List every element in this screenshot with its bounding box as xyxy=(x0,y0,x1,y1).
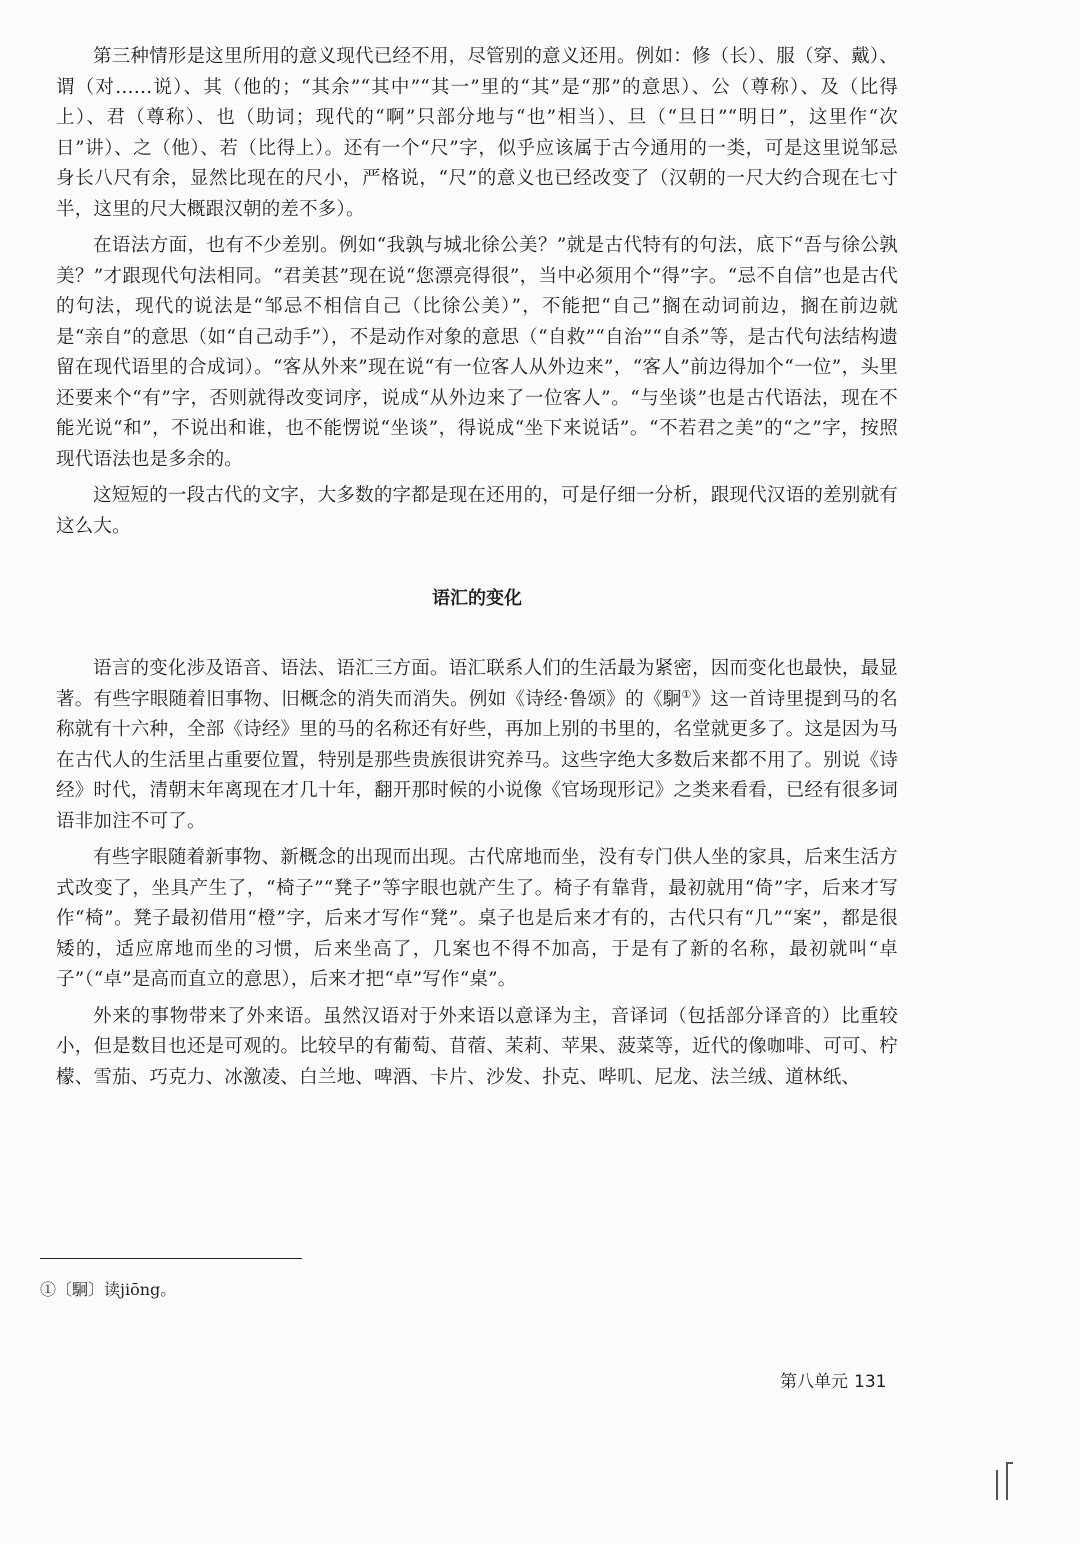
scan-mark-stroke xyxy=(996,1470,998,1500)
paragraph xyxy=(56,654,898,837)
page-body xyxy=(56,42,898,1099)
paragraph: 在语法方面，也有不少差别。例如“我孰与城北徐公美？”就是古代特有的句法，底下“吾与徐公孰美？”才跟现代句法相同。“君美甚”现在说“您漂亮得很”，当中必须用个“得”字。“忌不自信”也是古代的句法，现代的说法是“邹忌不相信自己（比徐公美）”，不能把“自己”搁在动词前边，搁在前边就是“亲自”的意思（如“自己动手”），不是动作对象的意思（“自救”“自治”“自杀”等，是古代句法结构遗留在现代语里的合成词）。“客从外来”现在说“有一位客人从外边来”，“客人”前边得加个“一位”，头里还要来个“有”字，否则就得改变词序，说成“从外边来了一位客人”。“与坐谈”也是古代语法，现在不能光说“和”，不说出和谁，也不能愣说“坐谈”，得说成“坐下来说话”。“不若君之美”的“之”字，按照现代语法也是多余的。 xyxy=(56,235,898,470)
unit-label: 第八单元 xyxy=(780,1372,848,1392)
section-heading: 语汇的变化 xyxy=(432,588,522,609)
footnote: ①〔駉〕读jiōng。 xyxy=(40,1280,177,1299)
paragraph: 有些字眼随着新事物、新概念的出现而出现。古代席地而坐，没有专门供人坐的家具，后来生活方式改变了，坐具产生了，“椅子”“凳子”等字眼也就产生了。椅子有靠背，最初就用“倚”字，后来才写作“椅”。凳子最初借用“橙”字，后来才写作“凳”。桌子也是后来才有的，古代只有“几”“案”，都是很矮的，适应席地而坐的习惯，后来坐高了，几案也不得不加高，于是有了新的名称，最初就叫“卓子”（“卓”是高而直立的意思），后来才把“卓”写作“桌”。 xyxy=(56,847,898,990)
paragraph-text: 语言的变化涉及语音、语法、语汇三方面。语汇联系人们的生活最为紧密，因而变化也最快，最显著。有些字眼随着旧事物、旧概念的消失而消失。例如《诗经·鲁颂》的《駉 xyxy=(56,658,898,710)
scan-mark-icon xyxy=(993,1462,1019,1508)
scan-mark-stroke xyxy=(1006,1462,1013,1464)
paragraph: 这短短的一段古代的文字，大多数的字都是现在还用的，可是仔细一分析，跟现代汉语的差别就有这么大。 xyxy=(56,485,898,537)
page-footer xyxy=(780,1370,886,1394)
page-number: 131 xyxy=(854,1372,887,1392)
paragraph-text: 》这一首诗里提到马的名称就有十六种，全部《诗经》里的马的名称还有好些，再加上别的书里的，名堂就更多了。这是因为马在古代人的生活里占重要位置，特别是那些贵族很讲究养马。这些字绝大多数后来都不用了。别说《诗经》时代，清朝末年离现在才几十年，翻开那时候的小说像《官场现形记》之类来看看，已经有很多词语非加注不可了。 xyxy=(56,688,899,832)
footnote-marker: ① xyxy=(681,687,692,701)
paragraph: 第三种情形是这里所用的意义现代已经不用，尽管别的意义还用。例如：修（长）、服（穿、戴）、谓（对……说）、其（他的；“其余”“其中”“其一”里的“其”是“那”的意思）、公（尊称）、及（比得上）、君（尊称）、也（助词；现代的“啊”只部分地与“也”相当）、旦（“旦日”“明日”，这里作“次日”讲）、之（他）、若（比得上）。还有一个“尺”字，似乎应该属于古今通用的一类，可是这里说邹忌身长八尺有余，显然比现在的尺小，严格说，“尺”的意义也已经改变了（汉朝的一尺大约合现在七寸半，这里的尺大概跟汉朝的差不多）。 xyxy=(56,46,898,220)
footnote-divider xyxy=(40,1258,302,1259)
scan-mark-stroke xyxy=(1006,1462,1008,1500)
paragraph: 外来的事物带来了外来语。虽然汉语对于外来语以意译为主，音译词（包括部分译音的）比重较小，但是数目也还是可观的。比较早的有葡萄、苜蓿、茉莉、苹果、菠菜等，近代的像咖啡、可可、柠檬、雪茄、巧克力、冰激凌、白兰地、啤酒、卡片、沙发、扑克、哔叽、尼龙、法兰绒、道林纸、 xyxy=(56,1005,898,1088)
